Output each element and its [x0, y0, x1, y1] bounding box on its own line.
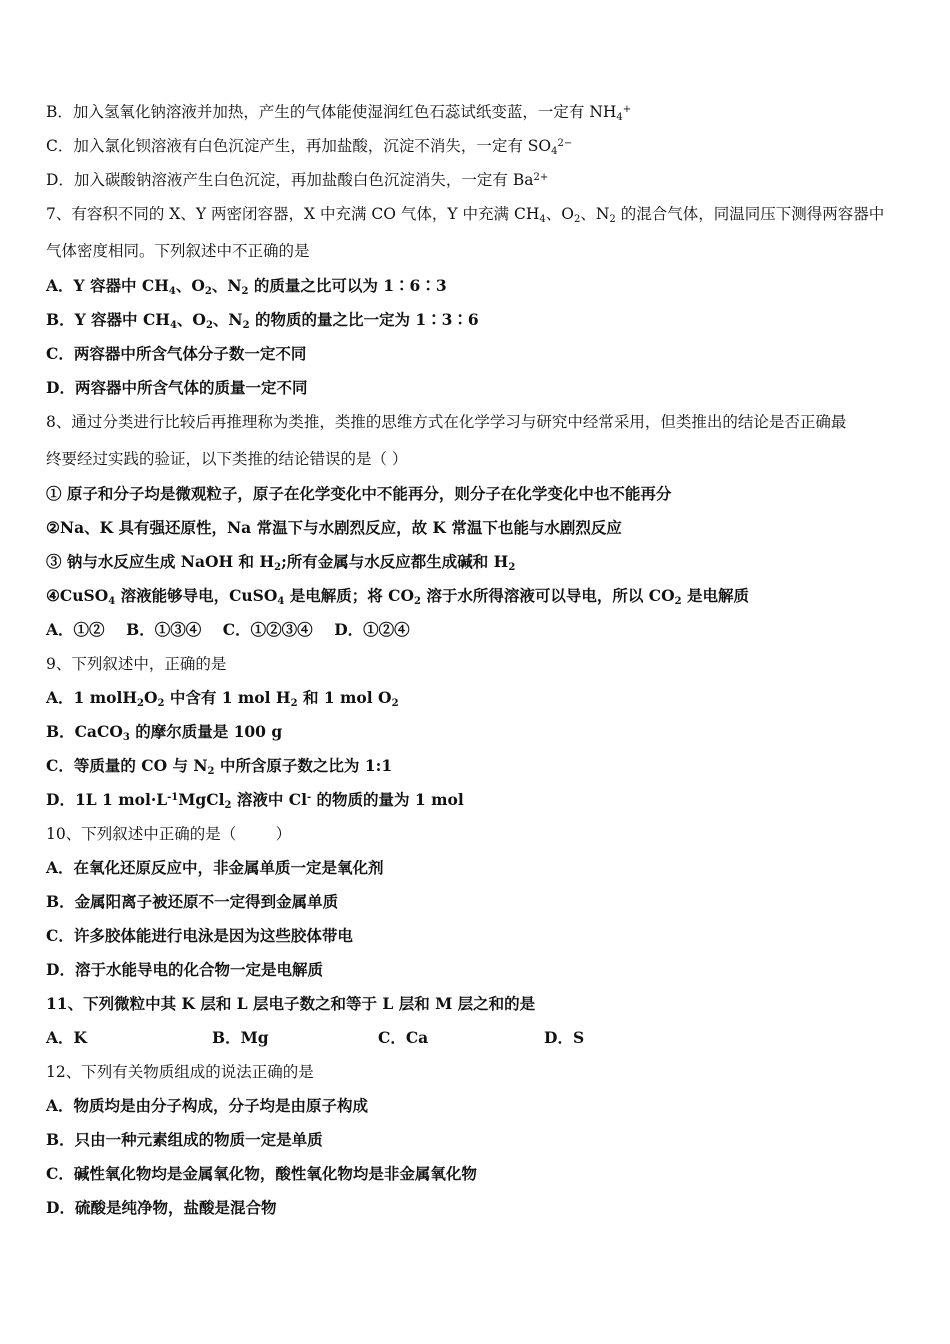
q8-statement-1: ① 原子和分子均是微观粒子，原子在化学变化中不能再分，则分子在化学变化中也不能再分 [46, 484, 672, 503]
q10-option-a: A．在氧化还原反应中，非金属单质一定是氧化剂 [46, 858, 384, 877]
q8-stem-line2: 终要经过实践的验证，以下类推的结论错误的是（ ） [46, 450, 408, 468]
q7-stem-line1: 7、有容积不同的 X、Y 两密闭容器，X 中充满 CO 气体，Y 中充满 $CH_4$、$O_2$、$N_2$ 的混合气体，同温同压下测得两容器中 [46, 205, 885, 225]
q10-option-d: D．溶于水能导电的化合物一定是电解质 [46, 960, 323, 979]
q11-option-d: D．S [544, 1028, 585, 1047]
q7-option-a: A．Y 容器中 $CH_4$、$O_2$、$N_2$ 的质量之比可以为 1∶6∶3 [46, 276, 447, 297]
q8-stem-line1: 8、通过分类进行比较后再推理称为类推，类推的思维方式在化学学习与研究中经常采用，但类推出的结论是否正确最 [46, 413, 847, 431]
q9-option-a: A．1 $molH_2O_2$ 中含有 1 mol $H_2$ 和 1 mol $O_2$ [46, 688, 399, 709]
q9-option-d: D．1L 1 $mol\cdot L^{-1}MgCl_2$ 溶液中 Cl- 的物质的量为 1 mol [46, 790, 464, 811]
q9-option-b: B．CaCO$_3$ 的摩尔质量是 100 g [46, 722, 283, 743]
q12-option-a: A．物质均是由分子构成，分子均是由原子构成 [46, 1096, 369, 1115]
q12-option-c: C．碱性氧化物均是金属氧化物，酸性氧化物均是非金属氧化物 [46, 1164, 477, 1183]
q7-option-c: C．两容器中所含气体分子数一定不同 [46, 344, 307, 363]
q12-option-d: D．硫酸是纯净物，盐酸是混合物 [46, 1198, 277, 1217]
q9-option-c: C．等质量的 CO 与 $N_2$ 中所含原子数之比为 1:1 [46, 756, 393, 777]
q9-stem: 9、下列叙述中，正确的是 [46, 655, 227, 673]
q10-option-b: B．金属阳离子被还原不一定得到金属单质 [46, 892, 339, 911]
q8-options: A．①② B．①③④ C．①②③④ D．①②④ [46, 620, 410, 639]
q10-option-c: C．许多胶体能进行电泳是因为这些胶体带电 [46, 926, 353, 945]
q11-options [46, 1028, 910, 1048]
q6-option-d: D．加入碳酸钠溶液产生白色沉淀，再加盐酸白色沉淀消失，一定有 $Ba^{2+}$ [46, 171, 549, 189]
q12-option-b: B．只由一种元素组成的物质一定是单质 [46, 1130, 323, 1149]
q8-statement-4: ④CuSO$_4$ 溶液能够导电，CuSO$_4$ 是电解质；将 $CO_2$ 溶于水所得溶液可以导电，所以 $CO_2$ 是电解质 [46, 586, 749, 607]
q8-statement-2: ②Na、K 具有强还原性，Na 常温下与水剧烈反应，故 K 常温下也能与水剧烈反应 [46, 518, 622, 537]
q11-option-a: A．K [46, 1028, 87, 1047]
q12-stem: 12、下列有关物质组成的说法正确的是 [46, 1063, 314, 1081]
q7-option-b: B．Y 容器中 $CH_4$、$O_2$、$N_2$ 的物质的量之比一定为 1∶3∶6 [46, 310, 479, 331]
q8-statement-3: ③ 钠与水反应生成 NaOH 和 $H_2$;所有金属与水反应都生成碱和 $H_2$ [46, 552, 516, 573]
q7-option-d: D．两容器中所含气体的质量一定不同 [46, 378, 308, 397]
q11-stem: 11、下列微粒中其 K 层和 L 层电子数之和等于 L 层和 M 层之和的是 [46, 994, 536, 1013]
q11-option-b: B．Mg [212, 1028, 269, 1047]
q7-stem-line2: 气体密度相同。下列叙述中不正确的是 [46, 242, 310, 260]
q6-option-c: C．加入氯化钡溶液有白色沉淀产生，再加盐酸，沉淀不消失，一定有 $SO_4^{2-}$ [46, 137, 573, 157]
q6-option-b: B．加入氢氧化钠溶液并加热，产生的气体能使湿润红色石蕊试纸变蓝，一定有 $NH_4^+$ [46, 103, 632, 123]
q10-stem: 10、下列叙述中正确的是（ ） [46, 825, 292, 843]
q11-option-c: C．Ca [378, 1028, 429, 1047]
